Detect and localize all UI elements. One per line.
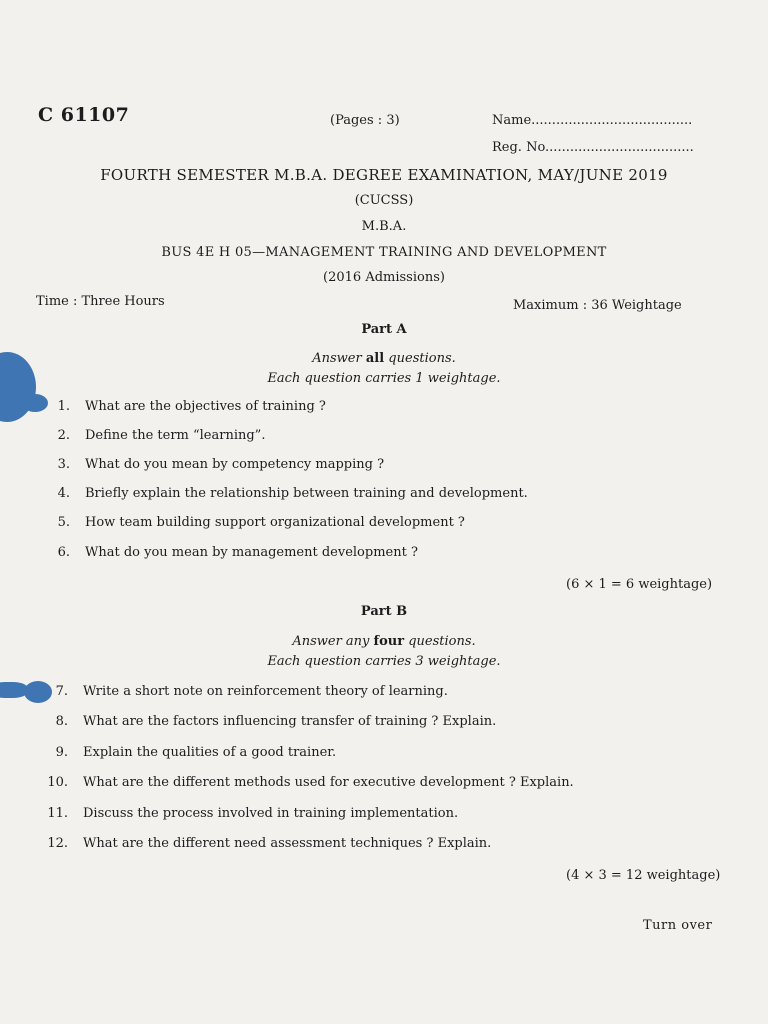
question-text: What do you mean by competency mapping ? <box>85 457 385 472</box>
question-text: Discuss the process involved in training implementation. <box>83 806 459 821</box>
exam-time: Time : Three Hours <box>36 294 165 309</box>
question-number: 5. <box>57 515 70 530</box>
question-number: 10. <box>47 775 68 790</box>
part-b-carries: Each question carries 3 weightage. <box>267 654 501 669</box>
page-count: (Pages : 3) <box>330 113 400 128</box>
question-text: Define the term “learning”. <box>85 428 266 443</box>
question-number: 4. <box>57 486 70 501</box>
part-b-heading: Part B <box>360 604 408 619</box>
part-a-carries: Each question carries 1 weightage. <box>267 371 501 386</box>
part-b-instruction-post: questions. <box>404 634 476 649</box>
course-title: BUS 4E H 05—MANAGEMENT TRAINING AND DEVELOPMENT <box>161 245 607 260</box>
question-text: What are the different methods used for executive development ? Explain. <box>83 775 574 790</box>
question-number: 8. <box>55 714 68 729</box>
question-number: 6. <box>57 545 70 560</box>
part-b-instruction-pre: Answer any <box>292 634 374 649</box>
name-field: Name....................................... <box>492 113 693 128</box>
part-a-instruction-bold: all <box>365 351 385 366</box>
question-number: 7. <box>55 684 68 699</box>
question-number: 11. <box>47 806 68 821</box>
turn-over: Turn over <box>643 918 713 933</box>
part-a-instruction <box>0 351 768 366</box>
exam-scheme: (CUCSS) <box>354 193 414 208</box>
admissions: (2016 Admissions) <box>323 270 445 285</box>
question-text: How team building support organizational development ? <box>85 515 465 530</box>
question-text: Write a short note on reinforcement theory of learning. <box>83 684 448 699</box>
question-text: What are the factors influencing transfer of training ? Explain. <box>83 714 497 729</box>
question-number: 12. <box>47 836 68 851</box>
paper-code: C 61107 <box>38 104 130 126</box>
question-text: Briefly explain the relationship between training and development. <box>85 486 528 501</box>
question-number: 3. <box>57 457 70 472</box>
question-text: What are the objectives of training ? <box>85 399 326 414</box>
question-number: 2. <box>57 428 70 443</box>
part-a-instruction-post: questions. <box>384 351 456 366</box>
part-a-total: (6 × 1 = 6 weightage) <box>566 577 713 592</box>
exam-maximum: Maximum : 36 Weightage <box>513 298 682 313</box>
question-text: What do you mean by management development ? <box>85 545 418 560</box>
part-a-heading: Part A <box>361 322 407 337</box>
exam-programme: M.B.A. <box>361 219 407 234</box>
part-b-instruction <box>0 634 768 649</box>
question-number: 9. <box>55 745 68 760</box>
question-text: Explain the qualities of a good trainer. <box>83 745 337 760</box>
question-text: What are the different need assessment techniques ? Explain. <box>83 836 492 851</box>
part-b-total: (4 × 3 = 12 weightage) <box>566 868 721 883</box>
part-a-instruction-pre: Answer <box>312 351 366 366</box>
reg-no-field: Reg. No.................................... <box>492 140 694 155</box>
part-b-instruction-bold: four <box>373 634 405 649</box>
exam-title: FOURTH SEMESTER M.B.A. DEGREE EXAMINATION, MAY/JUNE 2019 <box>100 166 668 184</box>
question-number: 1. <box>57 399 70 414</box>
